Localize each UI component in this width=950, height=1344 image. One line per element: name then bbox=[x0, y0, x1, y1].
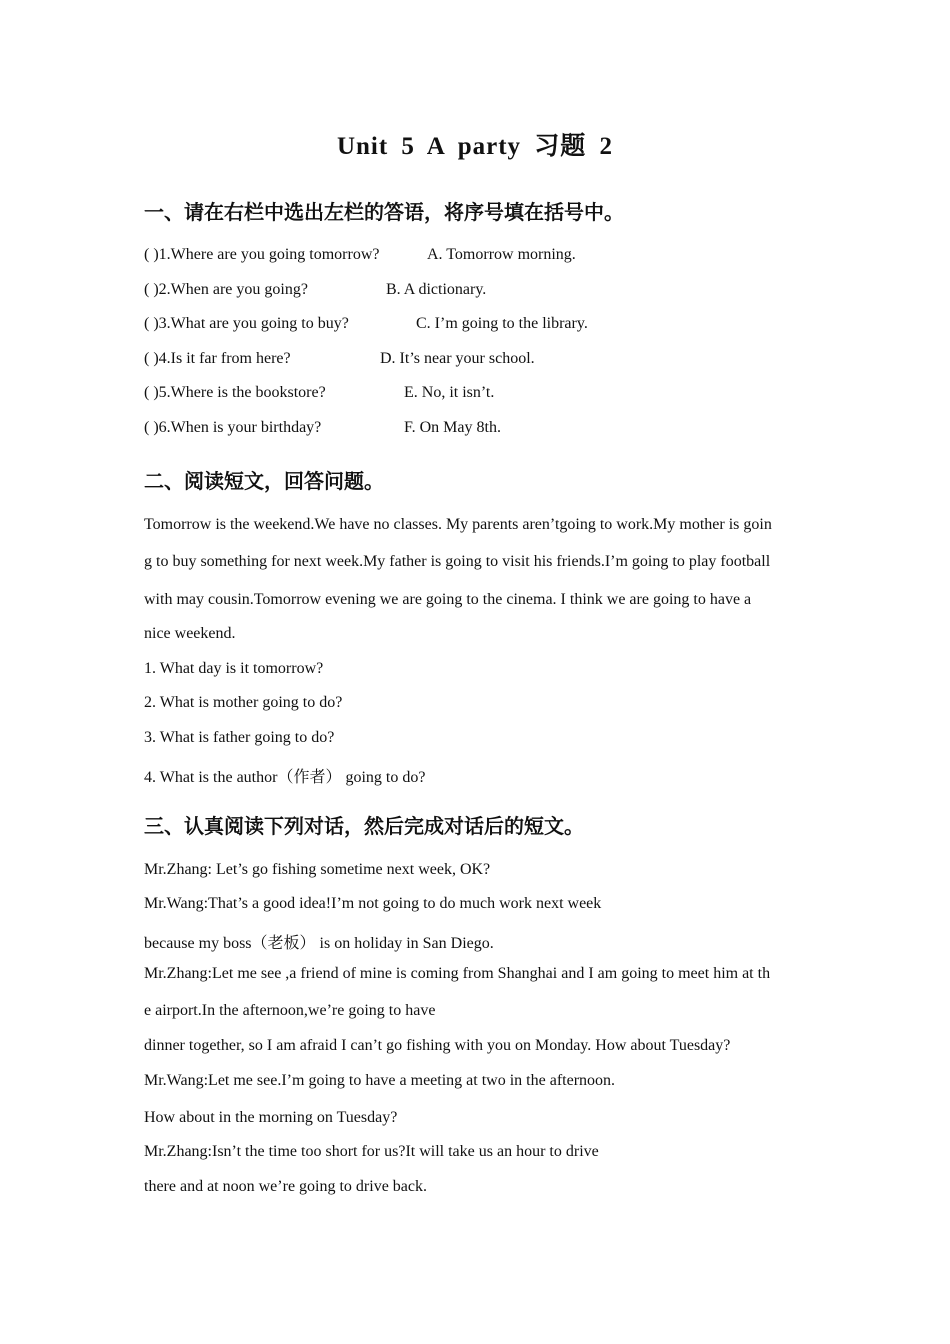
section3-heading: 三、认真阅读下列对话，然后完成对话后的短文。 bbox=[144, 814, 584, 838]
matching-item-1 bbox=[144, 246, 844, 264]
matching-item-2 bbox=[144, 281, 844, 299]
dialogue-line: Mr.Zhang: Let’s go fishing sometime next week, OK? bbox=[144, 861, 491, 878]
passage-line: with may cousin.Tomorrow evening we are going to the cinema. I think we are going to have a bbox=[144, 591, 752, 608]
section1-heading: 一、请在右栏中选出左栏的答语，将序号填在括号中。 bbox=[144, 200, 624, 224]
question-text: 6.When is your birthday? bbox=[158, 419, 322, 436]
dialogue-line: dinner together, so I am afraid I can’t go fishing with you on Monday. How about Tuesday? bbox=[144, 1037, 731, 1054]
dialogue-line: Mr.Wang:That’s a good idea!I’m not going to do much work next week bbox=[144, 895, 602, 912]
passage-line: Tomorrow is the weekend.We have no classes. My parents aren’tgoing to work.My mother is goin bbox=[144, 516, 772, 533]
answer-option: E. No, it isn’t. bbox=[404, 384, 495, 401]
reading-question-4: 4. What is the author（作者） going to do? bbox=[144, 769, 426, 786]
dialogue-line: because my boss（老板） is on holiday in San Diego. bbox=[144, 935, 494, 952]
question-text: 1.Where are you going tomorrow? bbox=[158, 246, 380, 263]
passage-line: nice weekend. bbox=[144, 625, 236, 642]
passage-line: g to buy something for next week.My father is going to visit his friends.I’m going to play football bbox=[144, 553, 771, 570]
answer-option: C. I’m going to the library. bbox=[416, 315, 588, 332]
answer-option: B. A dictionary. bbox=[386, 281, 487, 298]
answer-bracket: ( ) bbox=[144, 246, 159, 263]
matching-item-4 bbox=[144, 350, 844, 368]
page-title: Unit 5 A party 习题 2 bbox=[336, 133, 614, 160]
answer-bracket: ( ) bbox=[144, 281, 159, 298]
answer-bracket: ( ) bbox=[144, 419, 159, 436]
matching-item-5 bbox=[144, 384, 844, 402]
matching-item-6 bbox=[144, 419, 844, 437]
answer-bracket: ( ) bbox=[144, 350, 159, 367]
question-text: 3.What are you going to buy? bbox=[158, 315, 349, 332]
answer-bracket: ( ) bbox=[144, 384, 159, 401]
dialogue-line: Mr.Zhang:Let me see ,a friend of mine is coming from Shanghai and I am going to meet him at th bbox=[144, 965, 771, 982]
answer-option: A. Tomorrow morning. bbox=[427, 246, 576, 263]
dialogue-line: e airport.In the afternoon,we’re going to have bbox=[144, 1002, 436, 1019]
answer-option: D. It’s near your school. bbox=[380, 350, 535, 367]
question-text: 4.Is it far from here? bbox=[158, 350, 291, 367]
matching-item-3 bbox=[144, 315, 844, 333]
answer-option: F. On May 8th. bbox=[404, 419, 501, 436]
dialogue-line: there and at noon we’re going to drive back. bbox=[144, 1178, 428, 1195]
reading-question-3: 3. What is father going to do? bbox=[144, 729, 335, 746]
question-text: 5.Where is the bookstore? bbox=[158, 384, 326, 401]
question-text: 2.When are you going? bbox=[158, 281, 308, 298]
section2-heading: 二、阅读短文，回答问题。 bbox=[144, 469, 384, 493]
reading-question-1: 1. What day is it tomorrow? bbox=[144, 660, 324, 677]
dialogue-line: Mr.Zhang:Isn’t the time too short for us?It will take us an hour to drive bbox=[144, 1143, 599, 1160]
dialogue-line: Mr.Wang:Let me see.I’m going to have a meeting at two in the afternoon. bbox=[144, 1072, 616, 1089]
dialogue-line: How about in the morning on Tuesday? bbox=[144, 1109, 398, 1126]
answer-bracket: ( ) bbox=[144, 315, 159, 332]
reading-question-2: 2. What is mother going to do? bbox=[144, 694, 343, 711]
